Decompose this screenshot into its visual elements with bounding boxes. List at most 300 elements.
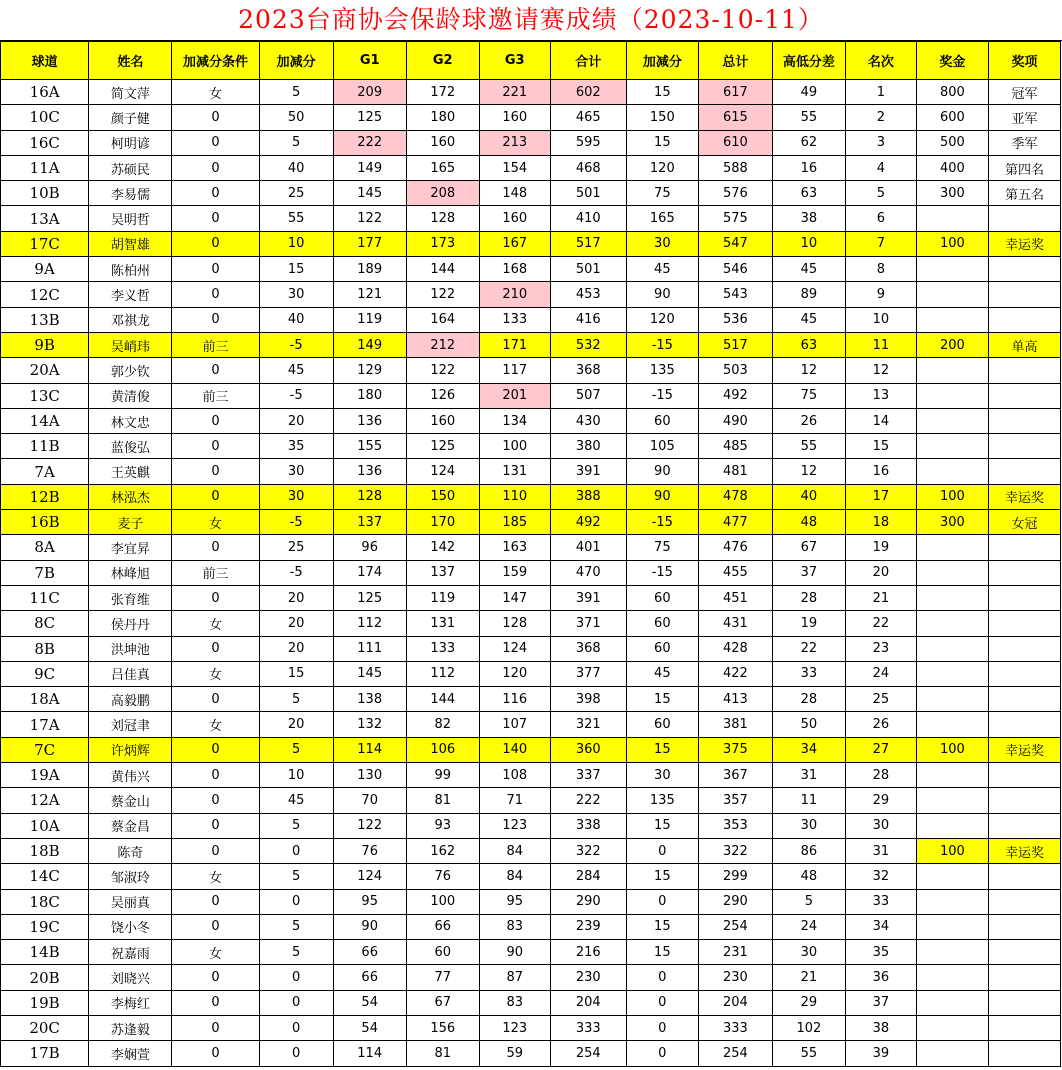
cell-award	[988, 864, 1060, 889]
cell-subtotal: 321	[550, 712, 626, 737]
cell-bonus: -5	[259, 510, 333, 535]
cell-g3: 110	[479, 484, 550, 509]
cell-bonus-condition: 0	[172, 763, 259, 788]
cell-g1: 111	[333, 636, 406, 661]
cell-bonus-condition: 女	[172, 510, 259, 535]
cell-prize-money	[916, 864, 988, 889]
cell-rank: 22	[845, 611, 916, 636]
header-award: 奖项	[988, 42, 1060, 80]
cell-subtotal: 453	[550, 282, 626, 307]
cell-g1: 70	[333, 788, 406, 813]
cell-subtotal: 230	[550, 965, 626, 990]
header-lane: 球道	[1, 42, 89, 80]
cell-lane: 17A	[1, 712, 89, 737]
cell-prize-money	[916, 940, 988, 965]
cell-prize-money: 300	[916, 181, 988, 206]
cell-subtotal: 222	[550, 788, 626, 813]
cell-lane: 9C	[1, 661, 89, 686]
cell-total: 333	[698, 1015, 772, 1040]
cell-bonus-total: 60	[626, 636, 698, 661]
cell-bonus-total: 15	[626, 914, 698, 939]
cell-subtotal: 204	[550, 990, 626, 1015]
cell-name: 邓祺龙	[89, 307, 172, 332]
cell-total: 413	[698, 687, 772, 712]
cell-g1: 145	[333, 181, 406, 206]
cell-award: 女冠	[988, 510, 1060, 535]
cell-g1: 54	[333, 1015, 406, 1040]
cell-subtotal: 391	[550, 585, 626, 610]
cell-total: 299	[698, 864, 772, 889]
cell-g2: 122	[406, 282, 479, 307]
cell-g2: 126	[406, 383, 479, 408]
cell-prize-money	[916, 282, 988, 307]
table-row	[1, 661, 1061, 686]
cell-bonus-total: 15	[626, 130, 698, 155]
cell-total: 517	[698, 332, 772, 357]
cell-subtotal: 465	[550, 105, 626, 130]
cell-g2: 212	[406, 332, 479, 357]
cell-g3: 128	[479, 611, 550, 636]
cell-spread: 63	[772, 181, 845, 206]
cell-bonus-condition: 前三	[172, 383, 259, 408]
cell-award: 幸运奖	[988, 231, 1060, 256]
cell-name: 苏硕民	[89, 155, 172, 180]
cell-lane: 11C	[1, 585, 89, 610]
cell-name: 吕佳真	[89, 661, 172, 686]
cell-prize-money	[916, 914, 988, 939]
cell-spread: 12	[772, 358, 845, 383]
cell-spread: 75	[772, 383, 845, 408]
cell-bonus: 30	[259, 484, 333, 509]
cell-prize-money	[916, 434, 988, 459]
cell-spread: 21	[772, 965, 845, 990]
cell-lane: 9A	[1, 257, 89, 282]
cell-rank: 38	[845, 1015, 916, 1040]
table-body	[1, 80, 1061, 1067]
cell-name: 麦子	[89, 510, 172, 535]
cell-bonus-condition: 0	[172, 889, 259, 914]
table-row	[1, 434, 1061, 459]
cell-subtotal: 368	[550, 636, 626, 661]
cell-bonus: 25	[259, 181, 333, 206]
cell-g1: 222	[333, 130, 406, 155]
cell-bonus: 35	[259, 434, 333, 459]
cell-bonus-condition: 前三	[172, 560, 259, 585]
cell-prize-money: 800	[916, 80, 988, 105]
cell-subtotal: 380	[550, 434, 626, 459]
cell-rank: 2	[845, 105, 916, 130]
cell-g1: 76	[333, 838, 406, 863]
cell-subtotal: 430	[550, 408, 626, 433]
cell-total: 576	[698, 181, 772, 206]
cell-g3: 171	[479, 332, 550, 357]
cell-bonus-total: 135	[626, 358, 698, 383]
table-row	[1, 332, 1061, 357]
cell-spread: 62	[772, 130, 845, 155]
table-row	[1, 1015, 1061, 1040]
header-g2: G2	[406, 42, 479, 80]
cell-subtotal: 416	[550, 307, 626, 332]
cell-bonus-total: 105	[626, 434, 698, 459]
cell-award	[988, 763, 1060, 788]
header-bonus-condition: 加减分条件	[172, 42, 259, 80]
cell-bonus-total: 0	[626, 990, 698, 1015]
cell-spread: 5	[772, 889, 845, 914]
cell-total: 381	[698, 712, 772, 737]
cell-subtotal: 492	[550, 510, 626, 535]
cell-rank: 21	[845, 585, 916, 610]
header-bonus: 加减分	[259, 42, 333, 80]
table-row	[1, 1041, 1061, 1066]
header-g1: G1	[333, 42, 406, 80]
cell-spread: 49	[772, 80, 845, 105]
cell-award	[988, 585, 1060, 610]
cell-spread: 26	[772, 408, 845, 433]
cell-total: 478	[698, 484, 772, 509]
cell-bonus: -5	[259, 332, 333, 357]
cell-bonus-total: 45	[626, 257, 698, 282]
cell-award	[988, 282, 1060, 307]
cell-spread: 63	[772, 332, 845, 357]
cell-bonus-condition: 0	[172, 231, 259, 256]
cell-name: 林文忠	[89, 408, 172, 433]
cell-g3: 124	[479, 636, 550, 661]
cell-bonus: 25	[259, 535, 333, 560]
cell-bonus-condition: 0	[172, 484, 259, 509]
cell-bonus-total: 60	[626, 611, 698, 636]
cell-g2: 125	[406, 434, 479, 459]
cell-bonus-total: 120	[626, 307, 698, 332]
cell-lane: 20A	[1, 358, 89, 383]
cell-total: 254	[698, 1041, 772, 1066]
cell-lane: 8A	[1, 535, 89, 560]
cell-prize-money	[916, 560, 988, 585]
cell-lane: 9B	[1, 332, 89, 357]
cell-rank: 30	[845, 813, 916, 838]
cell-bonus: 15	[259, 661, 333, 686]
cell-g3: 71	[479, 788, 550, 813]
cell-prize-money: 300	[916, 510, 988, 535]
cell-g1: 136	[333, 408, 406, 433]
cell-bonus-total: 165	[626, 206, 698, 231]
cell-total: 492	[698, 383, 772, 408]
cell-award	[988, 611, 1060, 636]
cell-g1: 189	[333, 257, 406, 282]
cell-g3: 83	[479, 914, 550, 939]
cell-rank: 16	[845, 459, 916, 484]
cell-rank: 7	[845, 231, 916, 256]
cell-lane: 16B	[1, 510, 89, 535]
cell-rank: 5	[845, 181, 916, 206]
cell-subtotal: 377	[550, 661, 626, 686]
table-row	[1, 181, 1061, 206]
cell-bonus-total: 150	[626, 105, 698, 130]
cell-name: 林峰旭	[89, 560, 172, 585]
cell-bonus-total: 75	[626, 535, 698, 560]
cell-name: 李义哲	[89, 282, 172, 307]
cell-g3: 120	[479, 661, 550, 686]
cell-subtotal: 470	[550, 560, 626, 585]
cell-bonus-total: -15	[626, 560, 698, 585]
table-row	[1, 459, 1061, 484]
cell-total: 231	[698, 940, 772, 965]
cell-g1: 119	[333, 307, 406, 332]
cell-bonus-condition: 0	[172, 459, 259, 484]
cell-award	[988, 636, 1060, 661]
cell-prize-money: 500	[916, 130, 988, 155]
cell-award	[988, 813, 1060, 838]
cell-g2: 128	[406, 206, 479, 231]
cell-award	[988, 535, 1060, 560]
cell-g2: 93	[406, 813, 479, 838]
cell-spread: 55	[772, 434, 845, 459]
cell-g2: 156	[406, 1015, 479, 1040]
cell-rank: 1	[845, 80, 916, 105]
cell-total: 357	[698, 788, 772, 813]
cell-rank: 39	[845, 1041, 916, 1066]
cell-subtotal: 501	[550, 181, 626, 206]
cell-subtotal: 371	[550, 611, 626, 636]
header-row	[1, 42, 1061, 80]
cell-prize-money	[916, 358, 988, 383]
cell-name: 蔡金山	[89, 788, 172, 813]
cell-award	[988, 408, 1060, 433]
cell-subtotal: 501	[550, 257, 626, 282]
cell-rank: 14	[845, 408, 916, 433]
cell-g3: 213	[479, 130, 550, 155]
cell-subtotal: 517	[550, 231, 626, 256]
cell-prize-money: 100	[916, 484, 988, 509]
cell-bonus-total: 15	[626, 80, 698, 105]
cell-lane: 13C	[1, 383, 89, 408]
cell-g3: 159	[479, 560, 550, 585]
cell-prize-money	[916, 1041, 988, 1066]
cell-bonus: 5	[259, 687, 333, 712]
cell-g2: 67	[406, 990, 479, 1015]
cell-name: 陈柏州	[89, 257, 172, 282]
cell-g1: 122	[333, 813, 406, 838]
cell-lane: 20C	[1, 1015, 89, 1040]
cell-g2: 100	[406, 889, 479, 914]
cell-g3: 210	[479, 282, 550, 307]
cell-prize-money	[916, 636, 988, 661]
cell-bonus: 5	[259, 864, 333, 889]
table-row	[1, 358, 1061, 383]
cell-bonus-total: 0	[626, 838, 698, 863]
cell-spread: 55	[772, 105, 845, 130]
cell-bonus: 0	[259, 1015, 333, 1040]
cell-g1: 128	[333, 484, 406, 509]
cell-bonus-total: 15	[626, 813, 698, 838]
cell-lane: 14A	[1, 408, 89, 433]
cell-g1: 114	[333, 737, 406, 762]
cell-prize-money: 100	[916, 231, 988, 256]
cell-total: 481	[698, 459, 772, 484]
cell-bonus: 50	[259, 105, 333, 130]
cell-rank: 27	[845, 737, 916, 762]
cell-bonus-total: 15	[626, 687, 698, 712]
cell-prize-money	[916, 965, 988, 990]
cell-spread: 28	[772, 687, 845, 712]
cell-g3: 134	[479, 408, 550, 433]
cell-rank: 26	[845, 712, 916, 737]
cell-bonus: 20	[259, 585, 333, 610]
cell-bonus-total: -15	[626, 383, 698, 408]
cell-spread: 86	[772, 838, 845, 863]
cell-name: 王英麒	[89, 459, 172, 484]
header-bonus-total: 加减分	[626, 42, 698, 80]
cell-g3: 123	[479, 1015, 550, 1040]
cell-g3: 147	[479, 585, 550, 610]
cell-g2: 160	[406, 130, 479, 155]
cell-g2: 144	[406, 687, 479, 712]
cell-g3: 163	[479, 535, 550, 560]
cell-bonus: 40	[259, 307, 333, 332]
cell-spread: 89	[772, 282, 845, 307]
cell-rank: 37	[845, 990, 916, 1015]
cell-award	[988, 889, 1060, 914]
cell-g3: 185	[479, 510, 550, 535]
table-row	[1, 231, 1061, 256]
cell-bonus-total: 60	[626, 712, 698, 737]
cell-rank: 4	[845, 155, 916, 180]
cell-award: 第五名	[988, 181, 1060, 206]
cell-g2: 122	[406, 358, 479, 383]
sheet-title: 2023台商协会保龄球邀请赛成绩（2023-10-11）	[0, 0, 1062, 41]
header-subtotal: 合计	[550, 42, 626, 80]
cell-bonus: 10	[259, 231, 333, 256]
cell-g3: 131	[479, 459, 550, 484]
cell-lane: 7C	[1, 737, 89, 762]
cell-g1: 130	[333, 763, 406, 788]
cell-bonus-total: 90	[626, 484, 698, 509]
cell-spread: 22	[772, 636, 845, 661]
cell-prize-money: 400	[916, 155, 988, 180]
cell-lane: 20B	[1, 965, 89, 990]
cell-award: 幸运奖	[988, 737, 1060, 762]
cell-rank: 13	[845, 383, 916, 408]
cell-lane: 18A	[1, 687, 89, 712]
cell-spread: 30	[772, 940, 845, 965]
cell-total: 615	[698, 105, 772, 130]
cell-lane: 12A	[1, 788, 89, 813]
cell-prize-money	[916, 408, 988, 433]
cell-award	[988, 257, 1060, 282]
cell-award	[988, 687, 1060, 712]
cell-total: 230	[698, 965, 772, 990]
cell-lane: 12C	[1, 282, 89, 307]
cell-bonus: 45	[259, 358, 333, 383]
cell-subtotal: 337	[550, 763, 626, 788]
cell-g2: 162	[406, 838, 479, 863]
cell-lane: 11A	[1, 155, 89, 180]
cell-bonus-condition: 女	[172, 940, 259, 965]
cell-g2: 119	[406, 585, 479, 610]
table-row	[1, 535, 1061, 560]
cell-total: 543	[698, 282, 772, 307]
table-row	[1, 560, 1061, 585]
cell-prize-money	[916, 307, 988, 332]
cell-g3: 160	[479, 105, 550, 130]
cell-rank: 28	[845, 763, 916, 788]
cell-bonus: 40	[259, 155, 333, 180]
cell-bonus-condition: 0	[172, 307, 259, 332]
cell-g3: 123	[479, 813, 550, 838]
cell-g1: 90	[333, 914, 406, 939]
cell-spread: 30	[772, 813, 845, 838]
cell-award	[988, 434, 1060, 459]
cell-g2: 170	[406, 510, 479, 535]
cell-lane: 11B	[1, 434, 89, 459]
cell-g3: 160	[479, 206, 550, 231]
cell-total: 575	[698, 206, 772, 231]
cell-total: 290	[698, 889, 772, 914]
cell-g3: 95	[479, 889, 550, 914]
cell-bonus-condition: 女	[172, 611, 259, 636]
cell-name: 祝嘉雨	[89, 940, 172, 965]
cell-spread: 102	[772, 1015, 845, 1040]
cell-g1: 180	[333, 383, 406, 408]
cell-bonus: -5	[259, 560, 333, 585]
cell-g3: 90	[479, 940, 550, 965]
cell-name: 颜子健	[89, 105, 172, 130]
cell-bonus-condition: 0	[172, 1015, 259, 1040]
header-g3: G3	[479, 42, 550, 80]
cell-bonus: 30	[259, 282, 333, 307]
cell-total: 546	[698, 257, 772, 282]
cell-prize-money	[916, 535, 988, 560]
cell-bonus-total: 135	[626, 788, 698, 813]
cell-total: 536	[698, 307, 772, 332]
cell-lane: 10C	[1, 105, 89, 130]
cell-g2: 99	[406, 763, 479, 788]
cell-name: 李易儒	[89, 181, 172, 206]
cell-subtotal: 532	[550, 332, 626, 357]
cell-rank: 19	[845, 535, 916, 560]
cell-g2: 173	[406, 231, 479, 256]
cell-name: 邹淑玲	[89, 864, 172, 889]
cell-bonus-condition: 0	[172, 408, 259, 433]
cell-bonus-condition: 0	[172, 585, 259, 610]
cell-rank: 29	[845, 788, 916, 813]
cell-total: 431	[698, 611, 772, 636]
cell-award	[988, 965, 1060, 990]
cell-bonus-total: 30	[626, 231, 698, 256]
cell-g1: 125	[333, 585, 406, 610]
cell-lane: 14B	[1, 940, 89, 965]
cell-lane: 10B	[1, 181, 89, 206]
cell-bonus-condition: 0	[172, 155, 259, 180]
cell-name: 蔡金昌	[89, 813, 172, 838]
cell-total: 451	[698, 585, 772, 610]
cell-bonus-condition: 0	[172, 206, 259, 231]
cell-name: 吴明哲	[89, 206, 172, 231]
cell-prize-money	[916, 661, 988, 686]
cell-name: 简文萍	[89, 80, 172, 105]
cell-rank: 24	[845, 661, 916, 686]
cell-g1: 54	[333, 990, 406, 1015]
cell-bonus: 5	[259, 914, 333, 939]
cell-lane: 16C	[1, 130, 89, 155]
cell-g1: 121	[333, 282, 406, 307]
cell-g2: 165	[406, 155, 479, 180]
cell-name: 李宜昇	[89, 535, 172, 560]
cell-subtotal: 391	[550, 459, 626, 484]
cell-g2: 77	[406, 965, 479, 990]
cell-g1: 145	[333, 661, 406, 686]
cell-bonus-total: -15	[626, 510, 698, 535]
cell-rank: 36	[845, 965, 916, 990]
